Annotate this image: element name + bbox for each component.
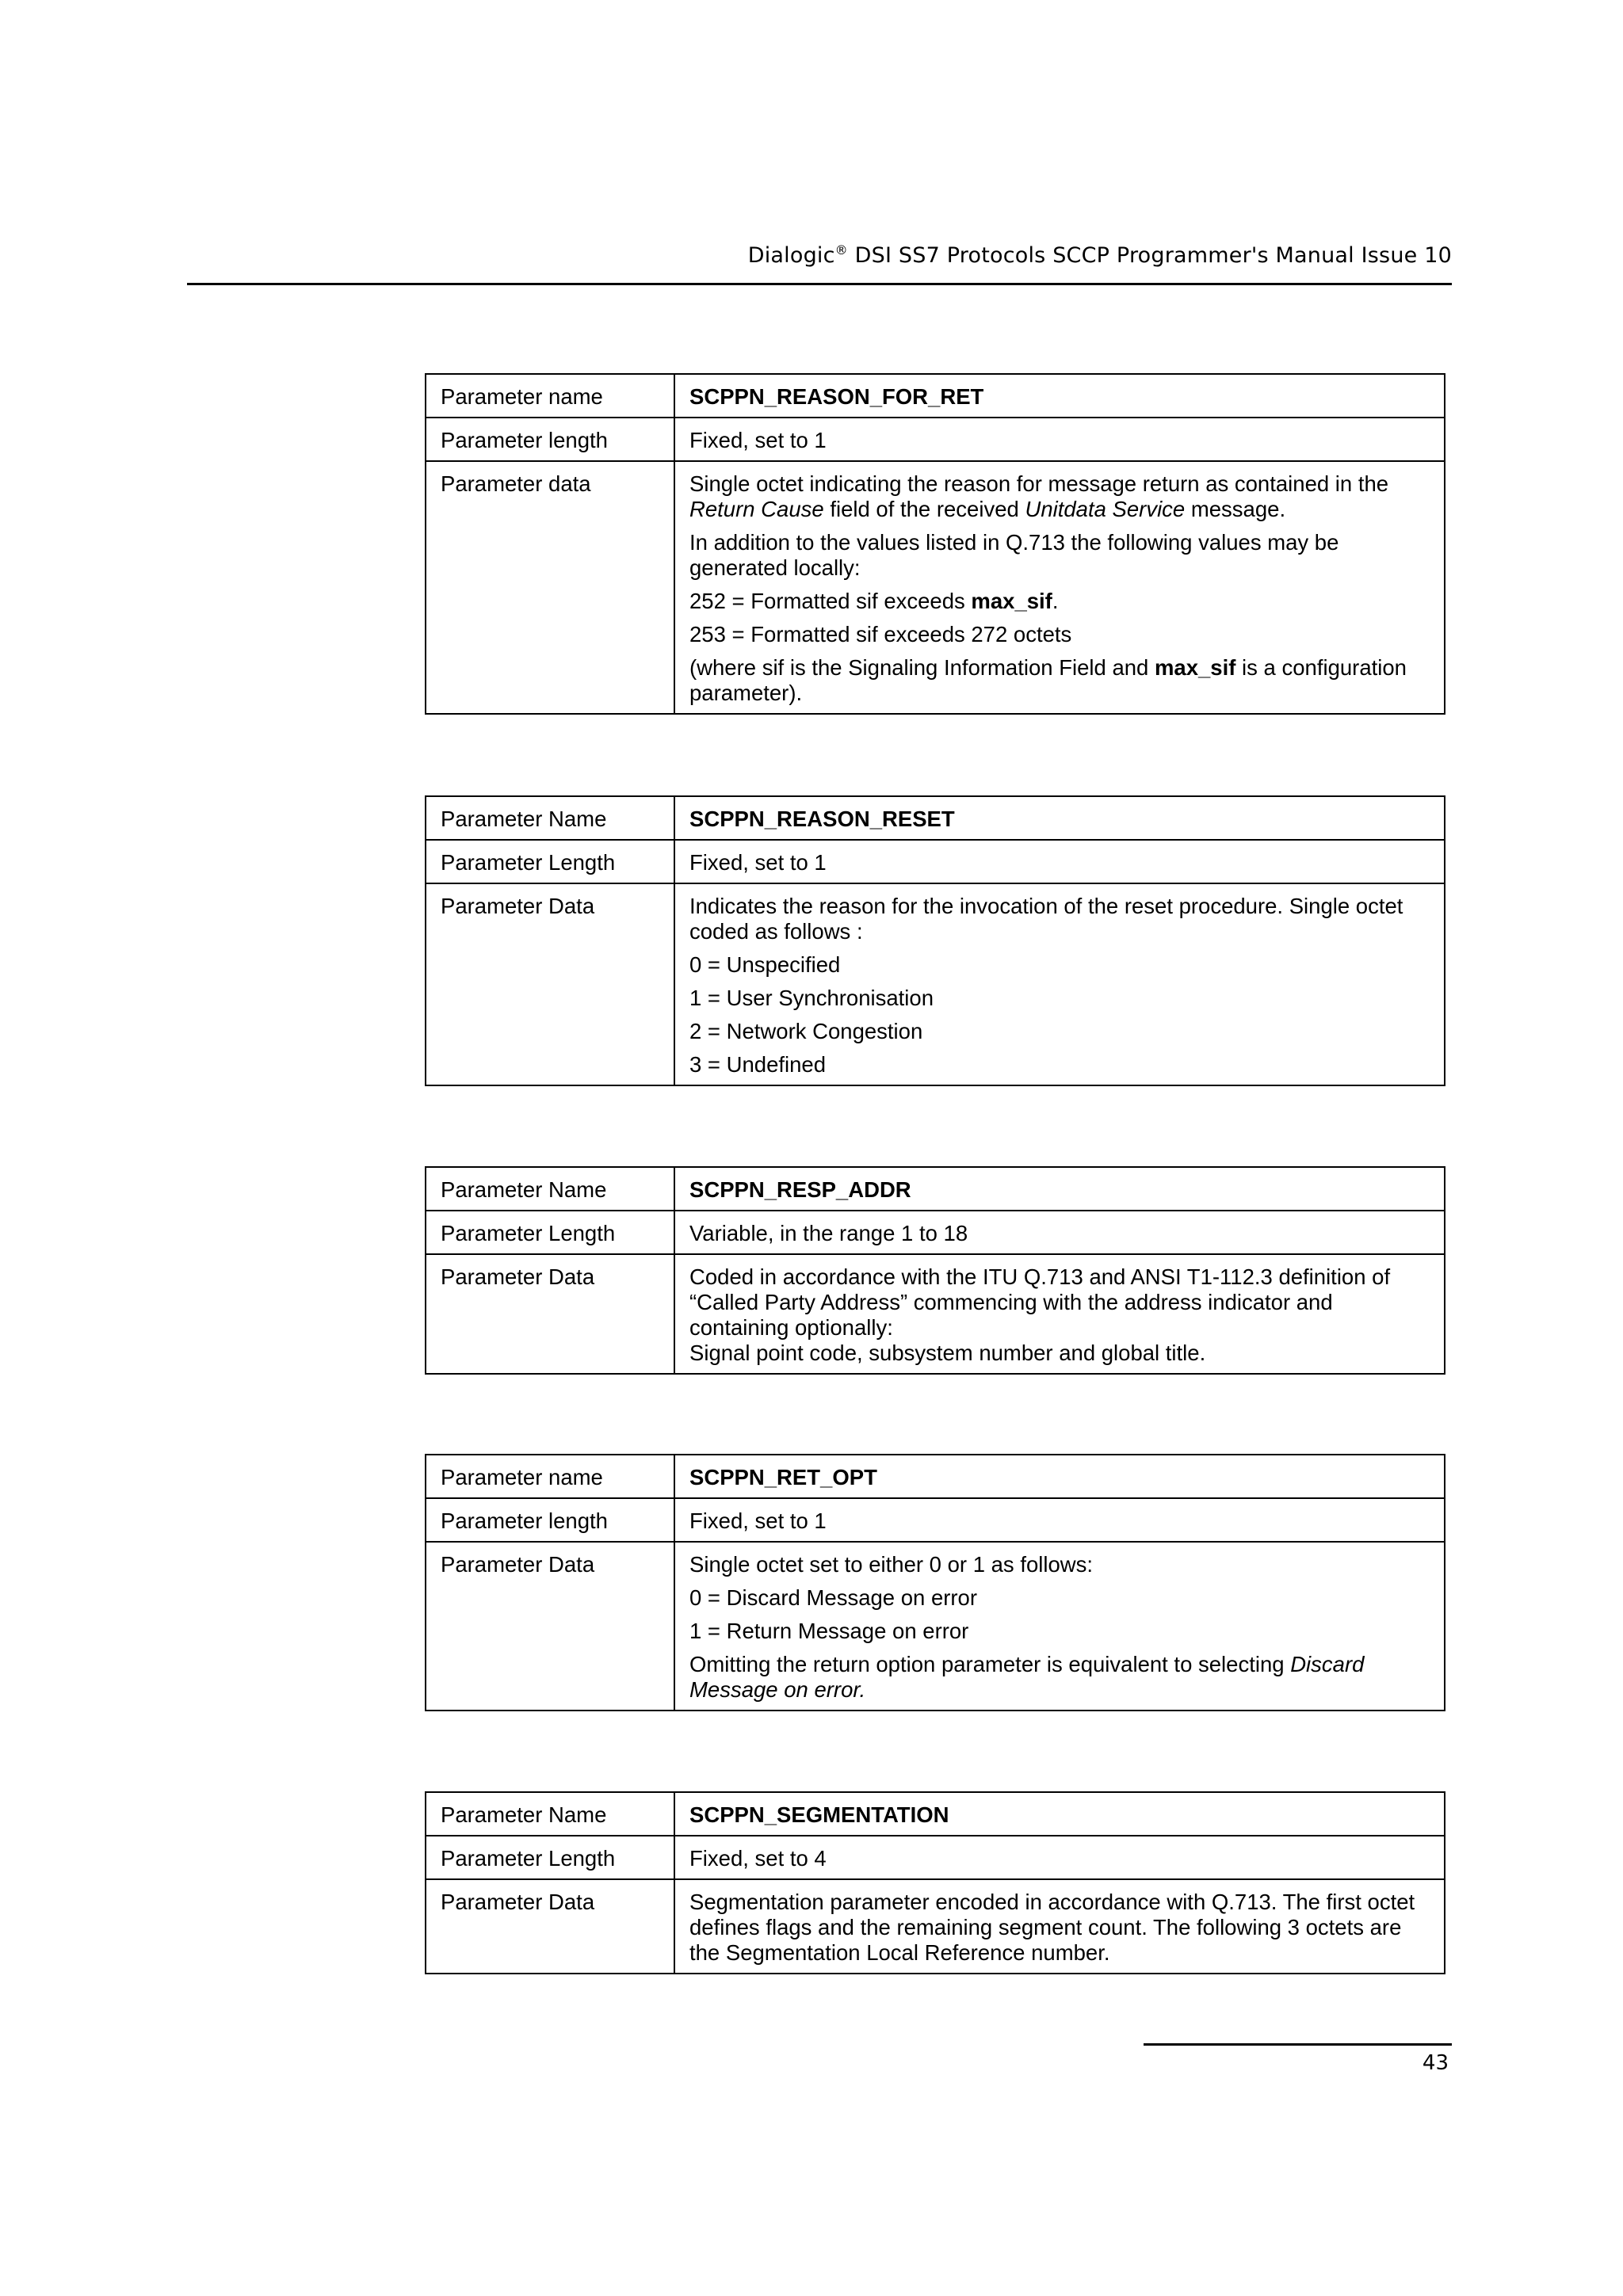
param-length-value: Fixed, set to 1	[674, 418, 1445, 461]
header-title: DSI SS7 Protocols SCCP Programmer's Manual Issue 10	[847, 243, 1452, 268]
data-paragraph: Signal point code, subsystem number and global title.	[689, 1341, 1206, 1365]
text: Single octet indicating the reason for message return as contained in the	[689, 471, 1389, 496]
param-name-value: SCPPN_REASON_FOR_RET	[674, 374, 1445, 418]
param-data-value: Segmentation parameter encoded in accordance with Q.713. The first octet defines flags and the remaining segment count. The following 3 octets are the Segmentation Local Reference number.	[674, 1879, 1445, 1974]
data-paragraph	[689, 655, 1430, 706]
bold-text: max_sif	[1154, 655, 1236, 680]
param-data-value	[674, 461, 1445, 714]
data-paragraph	[689, 1652, 1430, 1703]
param-data-value	[674, 883, 1445, 1085]
value-item: 2 = Network Congestion	[689, 1019, 923, 1043]
table-row	[426, 1167, 1445, 1211]
param-table-reason-for-ret	[425, 373, 1445, 715]
running-header	[187, 242, 1452, 268]
data-paragraph	[689, 471, 1430, 522]
param-name-label: Parameter Name	[426, 796, 674, 840]
value-item: 1 = User Synchronisation	[689, 986, 934, 1010]
param-data-label: Parameter Data	[426, 1542, 674, 1711]
registered-mark: ®	[834, 242, 848, 257]
param-name-label: Parameter name	[426, 1455, 674, 1498]
data-paragraph: 253 = Formatted sif exceeds 272 octets	[689, 622, 1072, 646]
param-length-value: Fixed, set to 4	[674, 1836, 1445, 1879]
text: message.	[1185, 497, 1286, 521]
table-row	[426, 1792, 1445, 1836]
table-row	[426, 883, 1445, 1085]
param-name-value: SCPPN_SEGMENTATION	[674, 1792, 1445, 1836]
table-row	[426, 374, 1445, 418]
table-row	[426, 1254, 1445, 1374]
table-row	[426, 418, 1445, 461]
footer-rule	[1144, 2043, 1452, 2046]
param-data-label: Parameter data	[426, 461, 674, 714]
table-row	[426, 840, 1445, 883]
text: Omitting the return option parameter is equivalent to selecting	[689, 1652, 1291, 1676]
table-row	[426, 1836, 1445, 1879]
bold-text: max_sif	[971, 589, 1052, 613]
italic-text: Discard Message on error.	[689, 1652, 1365, 1702]
data-paragraph: Coded in accordance with the ITU Q.713 and ANSI T1-112.3 definition of “Called Party Address” commencing with the address indicator and containing optionally:	[689, 1264, 1391, 1340]
italic-text: Return Cause	[689, 497, 824, 521]
param-data-label: Parameter Data	[426, 1879, 674, 1974]
text: (where sif is the Signaling Information Field and	[689, 655, 1155, 680]
param-table-segmentation	[425, 1791, 1445, 1974]
header-brand: Dialogic	[747, 243, 835, 268]
text: field of the received	[823, 497, 1025, 521]
value-item: 0 = Unspecified	[689, 952, 841, 977]
param-length-label: Parameter Length	[426, 840, 674, 883]
param-name-label: Parameter name	[426, 374, 674, 418]
header-rule	[187, 283, 1452, 285]
data-paragraph: Indicates the reason for the invocation of the reset procedure. Single octet coded as follows :	[689, 894, 1403, 944]
table-row	[426, 1498, 1445, 1542]
text: .	[1052, 589, 1059, 613]
value-item: 3 = Undefined	[689, 1052, 827, 1077]
param-length-value: Fixed, set to 1	[674, 840, 1445, 883]
param-table-ret-opt	[425, 1454, 1445, 1711]
table-row	[426, 1542, 1445, 1711]
value-item: 1 = Return Message on error	[689, 1619, 969, 1643]
param-length-label: Parameter Length	[426, 1836, 674, 1879]
table-row	[426, 1211, 1445, 1254]
text: 252 = Formatted sif exceeds	[689, 589, 972, 613]
param-name-label: Parameter Name	[426, 1167, 674, 1211]
param-length-value: Fixed, set to 1	[674, 1498, 1445, 1542]
table-row	[426, 796, 1445, 840]
param-name-label: Parameter Name	[426, 1792, 674, 1836]
param-data-label: Parameter Data	[426, 1254, 674, 1374]
data-paragraph	[689, 589, 1430, 614]
param-data-label: Parameter Data	[426, 883, 674, 1085]
table-row	[426, 461, 1445, 714]
param-name-value: SCPPN_REASON_RESET	[674, 796, 1445, 840]
data-paragraph: In addition to the values listed in Q.713 the following values may be generated locally:	[689, 530, 1339, 580]
param-data-value	[674, 1254, 1445, 1374]
table-row	[426, 1879, 1445, 1974]
param-length-value: Variable, in the range 1 to 18	[674, 1211, 1445, 1254]
param-length-label: Parameter length	[426, 418, 674, 461]
param-data-value	[674, 1542, 1445, 1711]
param-table-reason-reset	[425, 795, 1445, 1086]
page-number: 43	[1422, 2051, 1449, 2075]
value-item: 0 = Discard Message on error	[689, 1585, 978, 1610]
text: is a configuration parameter).	[689, 655, 1407, 705]
param-name-value: SCPPN_RESP_ADDR	[674, 1167, 1445, 1211]
param-name-value: SCPPN_RET_OPT	[674, 1455, 1445, 1498]
italic-text: Unitdata Service	[1025, 497, 1186, 521]
param-length-label: Parameter Length	[426, 1211, 674, 1254]
param-table-resp-addr	[425, 1166, 1445, 1375]
table-row	[426, 1455, 1445, 1498]
data-paragraph: Single octet set to either 0 or 1 as follows:	[689, 1552, 1094, 1577]
param-length-label: Parameter length	[426, 1498, 674, 1542]
